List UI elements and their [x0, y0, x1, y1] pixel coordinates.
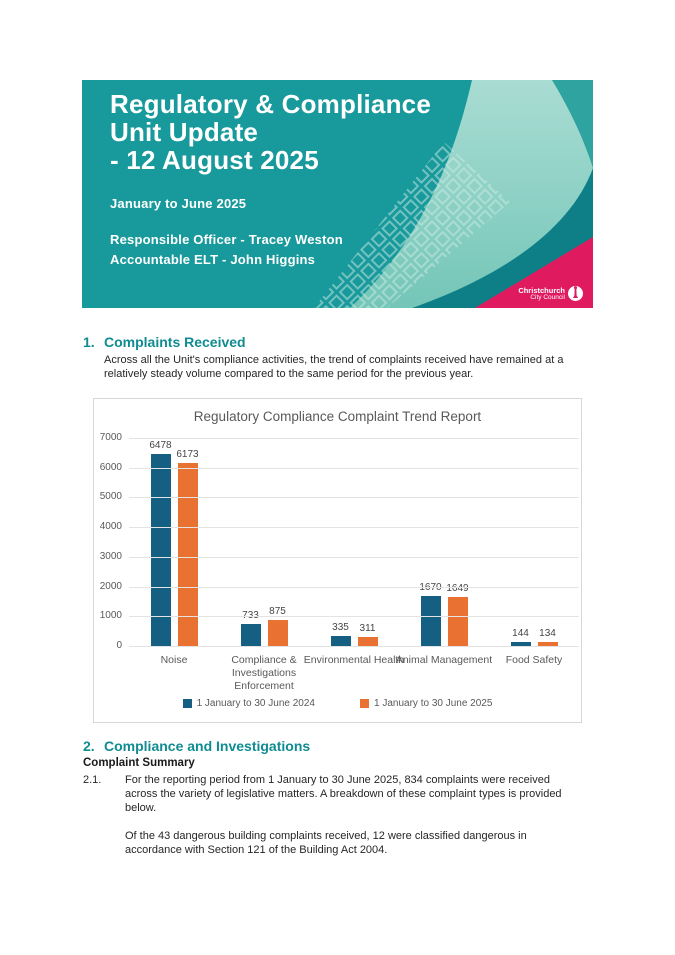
accountable-elt: Accountable ELT - John Higgins	[110, 252, 316, 267]
title-banner	[82, 80, 593, 308]
officers-block	[110, 230, 431, 270]
clause-paragraph-1: For the reporting period from 1 January to 30 June 2025, 834 complaints were received across the variety of legislative matters. A breakdown of these complaint types is provided below.	[125, 774, 562, 814]
legend-label: 1 January to 30 June 2024	[196, 698, 315, 709]
bar-value-label: 6478	[149, 439, 172, 451]
bar-value-label: 733	[242, 610, 259, 622]
council-logo-line-1: Christchurch	[518, 285, 565, 295]
bar-series-1	[421, 596, 441, 646]
complaint-summary-subheading: Complaint Summary	[83, 757, 195, 769]
bar-groups	[129, 438, 579, 646]
section-complaints-received	[83, 334, 597, 381]
bar-value-label: 1649	[446, 583, 469, 595]
legend-item	[183, 698, 315, 709]
gridline	[129, 587, 579, 588]
legend-item	[360, 698, 492, 709]
clause-number: 2.1.	[83, 774, 102, 786]
council-logo-icon	[568, 286, 583, 301]
banner-text-block	[110, 90, 431, 270]
section-1-title: Complaints Received	[104, 334, 246, 350]
bar-value-label: 875	[269, 606, 286, 617]
gridline	[129, 438, 579, 439]
section-2-title: Compliance and Investigations	[104, 738, 311, 754]
section-compliance-investigations	[83, 738, 593, 857]
plot-area	[129, 438, 579, 646]
banner-title-line-3: - 12 August 2025	[110, 145, 319, 175]
gridline	[129, 557, 579, 558]
category-label: Environmental Health	[303, 654, 405, 666]
y-axis-tick-label: 7000	[99, 432, 122, 443]
legend-swatch-icon	[183, 699, 192, 708]
category-label: Compliance & Investigations Enforcement	[231, 654, 297, 692]
bar-value-label: 1670	[419, 582, 442, 594]
y-axis-tick-label: 6000	[99, 461, 122, 473]
chart-title: Regulatory Compliance Complaint Trend Report	[193, 409, 482, 424]
bar-series-1	[331, 636, 351, 646]
section-1-number: 1.	[83, 334, 95, 350]
section-2-heading	[83, 738, 593, 754]
section-2-number: 2.	[83, 738, 95, 754]
chart-legend	[94, 698, 581, 709]
y-axis-tick-label: 1000	[99, 610, 122, 622]
clause-2-1	[83, 773, 593, 857]
bar-group	[399, 438, 489, 646]
gridline	[129, 497, 579, 498]
bar-value-label: 335	[332, 622, 349, 634]
bar-series-1	[241, 624, 261, 646]
banner-title-line-2: Unit Update	[110, 117, 259, 147]
bar-value-label: 144	[512, 627, 529, 639]
category-label: Animal Management	[395, 654, 493, 666]
y-axis-tick-label: 2000	[99, 580, 122, 592]
gridline	[129, 468, 579, 469]
gridline	[129, 616, 579, 617]
bar-group	[129, 438, 219, 646]
y-axis-tick-label: 5000	[99, 491, 122, 503]
banner-title-line-1: Regulatory & Compliance	[110, 89, 431, 119]
complaint-trend-chart	[93, 398, 582, 723]
bar-series-2	[448, 597, 468, 646]
bar-group	[309, 438, 399, 646]
x-axis-category-labels	[129, 654, 579, 694]
gridline	[129, 527, 579, 528]
council-logo	[518, 286, 583, 301]
legend-label: 1 January to 30 June 2025	[374, 698, 493, 709]
legend-swatch-icon	[360, 699, 369, 708]
bar-value-label: 134	[539, 628, 556, 640]
bar-series-2	[358, 637, 378, 646]
council-logo-wordmark	[518, 287, 565, 301]
reporting-period: January to June 2025	[110, 196, 247, 211]
clause-paragraph-2: Of the 43 dangerous building complaints received, 12 were classified dangerous in accordance with Section 121 of the Building Act 2004.	[125, 830, 527, 856]
gridline	[129, 646, 579, 647]
banner-title	[110, 90, 431, 174]
y-axis-tick-label: 0	[116, 640, 122, 651]
y-axis-tick-label: 4000	[99, 521, 122, 533]
category-cell	[489, 654, 579, 694]
bar-value-label: 311	[359, 622, 376, 634]
bar-group	[489, 438, 579, 646]
bar-series-2	[268, 620, 288, 646]
council-logo-line-2: City Council	[530, 293, 565, 301]
category-label: Food Safety	[505, 654, 563, 666]
clause-body	[125, 773, 583, 857]
y-axis-tick-label: 3000	[99, 550, 122, 562]
section-1-body: Across all the Unit's compliance activities, the trend of complaints received have remained at a relatively steady volume compared to the same period for the previous year.	[104, 354, 564, 380]
category-label: Noise	[160, 654, 188, 666]
bar-value-label: 6173	[176, 448, 199, 460]
bar-series-2	[178, 463, 198, 646]
bar-group	[219, 438, 309, 646]
responsible-officer: Responsible Officer - Tracey Weston	[110, 232, 343, 247]
section-1-heading	[83, 334, 597, 350]
